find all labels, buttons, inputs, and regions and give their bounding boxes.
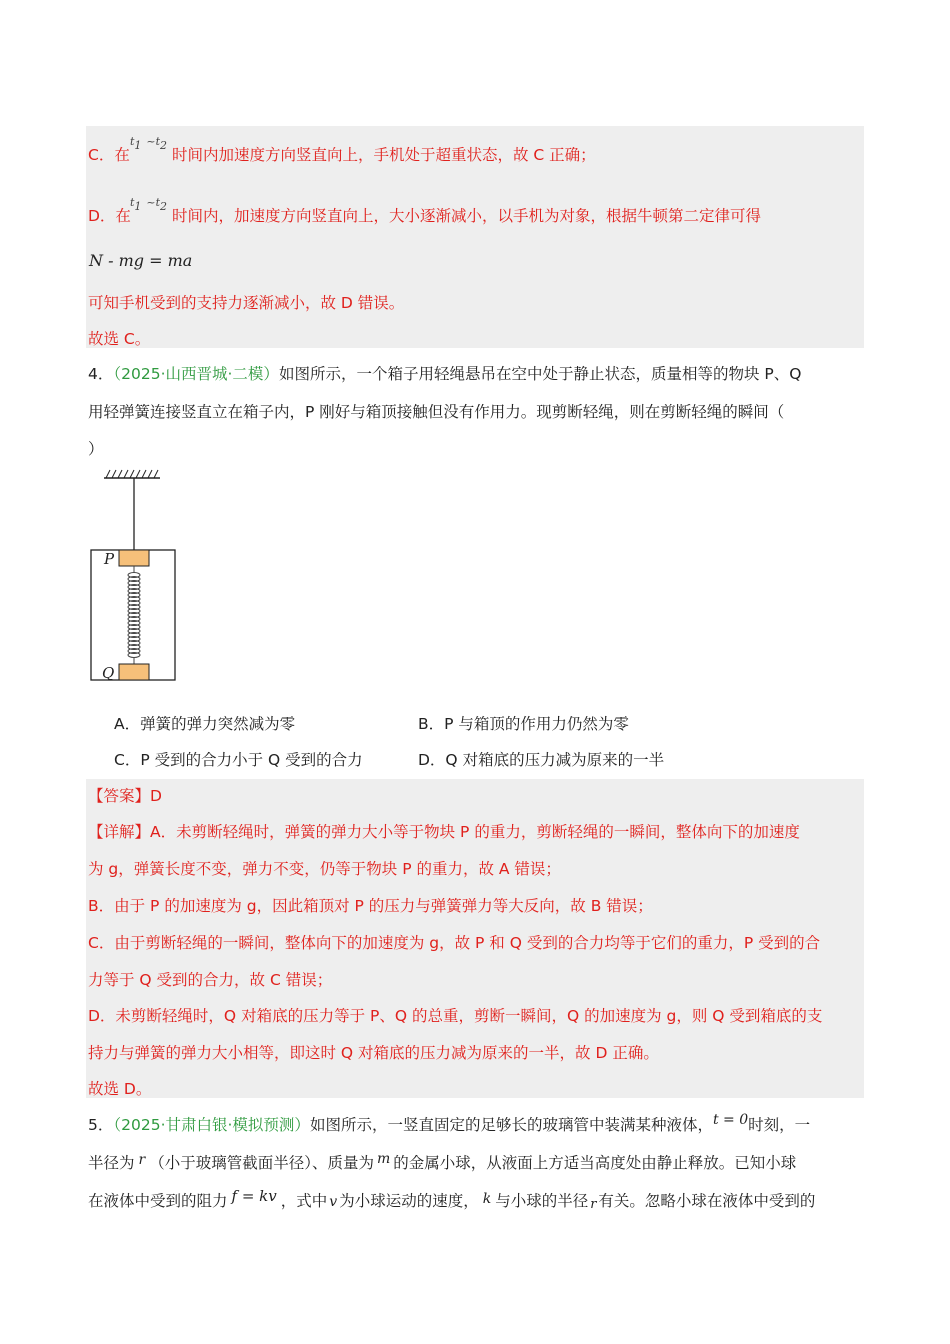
detail-d-line-2: 持力与弹簧的弹力大小相等，即这时 Q 对箱底的压力减为原来的一半，故 D 正确。 — [88, 1044, 659, 1062]
question-4-line-2: 用轻弹簧连接竖直立在箱子内，P 刚好与箱顶接触但没有作用力。现剪断轻绳，则在剪断轻绳的瞬间（ — [88, 403, 785, 421]
option-c-text: 时间内加速度方向竖直向上，手机处于超重状态，故 C 正确； — [172, 146, 596, 164]
option-c-explanation: C．在 — [88, 146, 130, 164]
spring — [128, 566, 140, 664]
question-5-line-2: 半径为 r （小于玻璃管截面半径）、质量为 m 的金属小球，从液面上方适当高度处由静止释放。已知小球 — [88, 1151, 797, 1172]
box-spring-figure — [88, 468, 180, 684]
detail-a-line-2: 为 g，弹簧长度不变，弹力不变，仍等于物块 P 的重力，故 A 错误； — [88, 860, 561, 878]
question-5-line-1: 5．（2025·甘肃白银·模拟预测）如图所示，一竖直固定的足够长的玻璃管中装满某种液体，t = 0时刻，一 — [88, 1112, 811, 1134]
block-q — [119, 664, 149, 680]
option-d-text: 时间内，加速度方向竖直向上，大小逐渐减小，以手机为对象，根据牛顿第二定律可得 — [172, 207, 762, 225]
option-d-prefix: D．在 — [88, 207, 131, 225]
option-b[interactable]: B．P 与箱顶的作用力仍然为零 — [418, 715, 629, 733]
detail-c-line-1: C．由于剪断轻绳的一瞬间，整体向下的加速度为 g，故 P 和 Q 受到的合力均等于它们的重力，P 受到的合 — [88, 934, 821, 952]
time-interval-d: $t_1$ $\sim t_2$ — [130, 196, 167, 213]
choose-d: 故选 D。 — [88, 1080, 152, 1098]
detail-b: B．由于 P 的加速度为 g，因此箱顶对 P 的压力与弹簧弹力等大反向，故 B 错误； — [88, 897, 653, 915]
support-force-conclusion: 可知手机受到的支持力逐渐减小，故 D 错误。 — [88, 294, 405, 312]
question-source: （2025·甘肃白银·模拟预测） — [113, 1116, 310, 1134]
question-4-line-1 — [88, 362, 801, 384]
question-4-line-3: ） — [88, 440, 104, 458]
block-p — [119, 550, 149, 566]
question-source: （2025·山西晋城·二模） — [113, 365, 279, 383]
choose-c: 故选 C。 — [88, 330, 151, 348]
question-5-line-3: 在液体中受到的阻力 f = kv ，式中 v 为小球运动的速度， k 与小球的半径 r 有关。忽略小球在液体中受到的 — [88, 1187, 816, 1212]
time-interval-c: $t_1$ $\sim t_2$ — [130, 135, 167, 152]
option-c[interactable]: C．P 受到的合力小于 Q 受到的合力 — [114, 751, 363, 769]
detail-c-line-2: 力等于 Q 受到的合力，故 C 错误； — [88, 971, 333, 989]
box — [91, 550, 175, 680]
question-number: 4． — [88, 365, 114, 383]
ceiling-hatch — [106, 470, 158, 478]
detail-tag: 【详解】 — [88, 823, 151, 841]
label-p: P — [104, 550, 115, 568]
question-stem: 如图所示，一个箱子用轻绳悬吊在空中处于静止状态，质量相等的物块 P、Q — [278, 365, 802, 383]
answer-label: 【答案】D — [88, 787, 162, 805]
newton-equation: N - mg = ma — [89, 251, 193, 270]
question-number: 5． — [88, 1116, 114, 1134]
label-q: Q — [102, 664, 115, 682]
detail-a-line-1: 【详解】A．未剪断轻绳时，弹簧的弹力大小等于物块 P 的重力，剪断轻绳的一瞬间，整体向下的加速度 — [88, 823, 800, 841]
detail-d-line-1: D．未剪断轻绳时，Q 对箱底的压力等于 P、Q 的总重，剪断一瞬间，Q 的加速度为 g，则 Q 受到箱底的支 — [88, 1007, 823, 1025]
option-a[interactable]: A．弹簧的弹力突然减为零 — [114, 715, 296, 733]
option-d[interactable]: D．Q 对箱底的压力减为原来的一半 — [418, 751, 665, 769]
